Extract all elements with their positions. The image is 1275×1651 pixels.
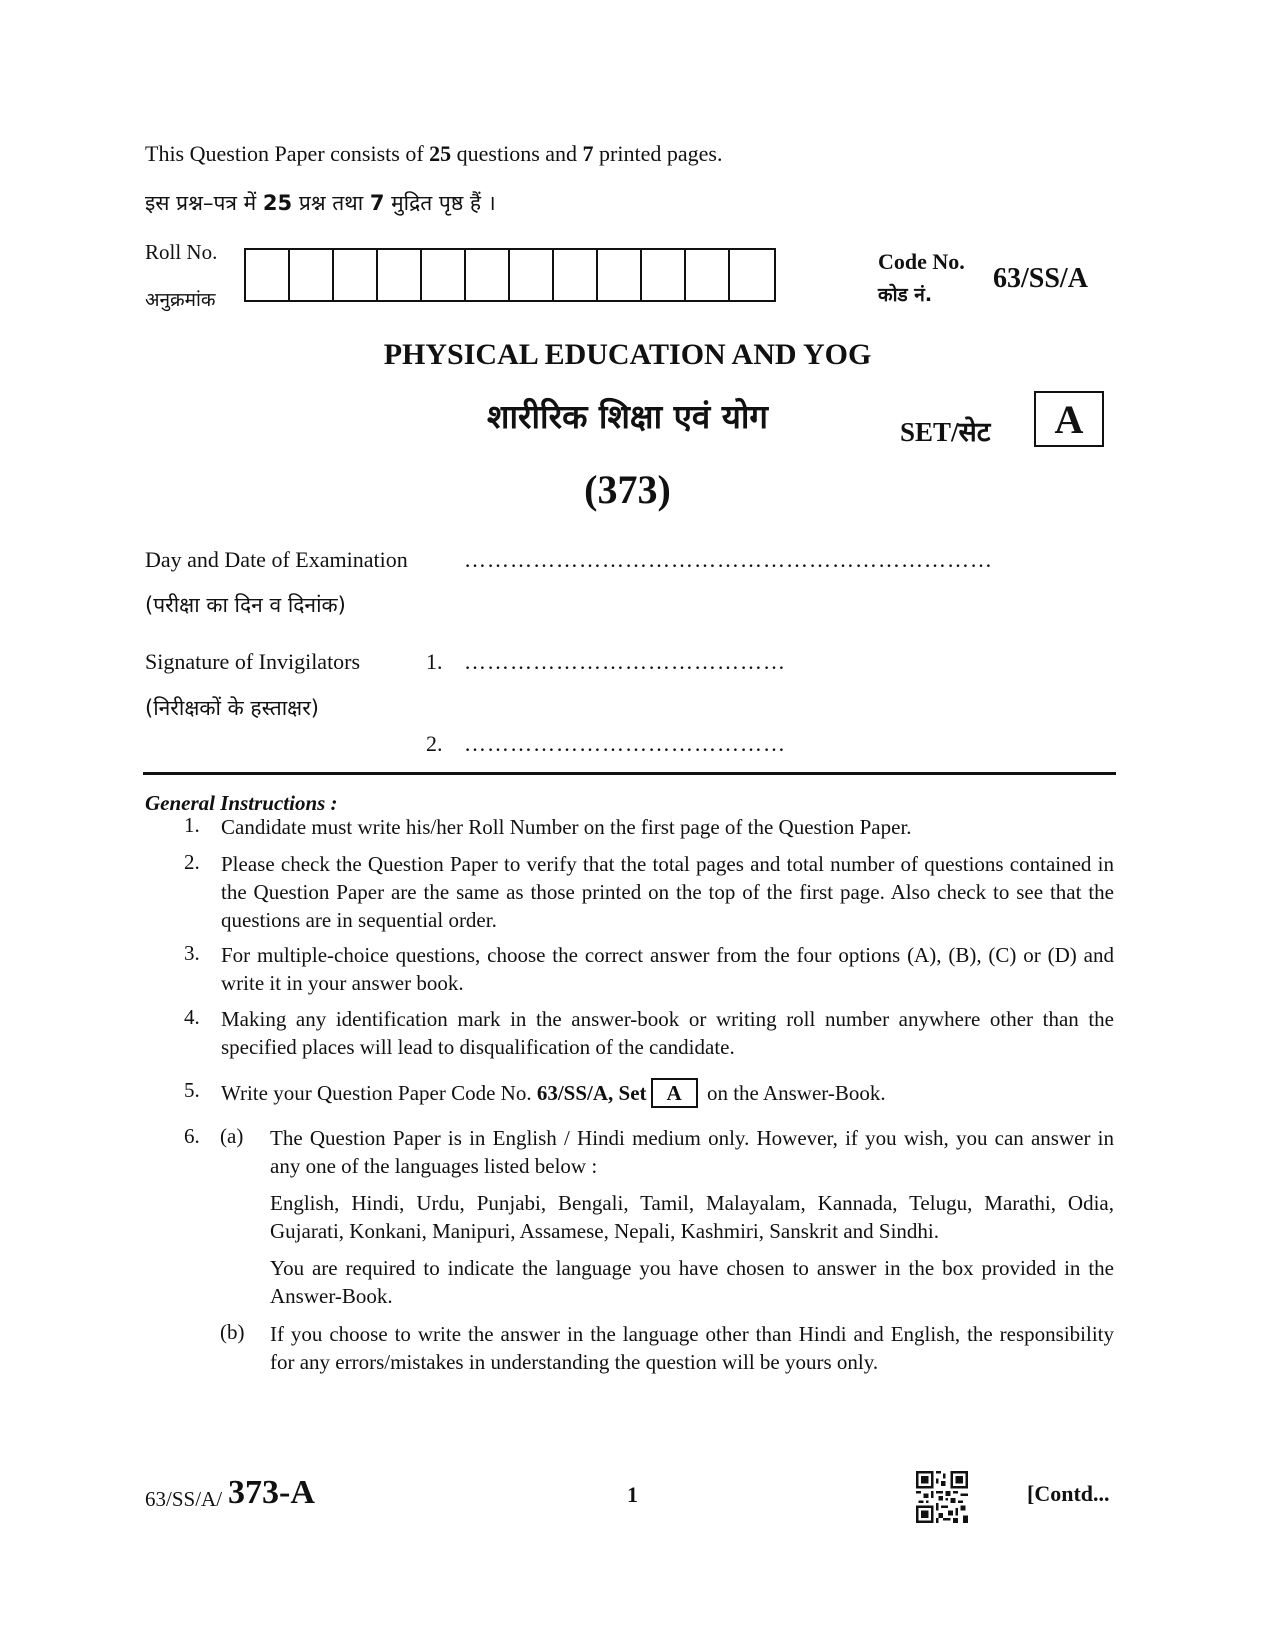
set-label: SET/सेट	[900, 417, 991, 447]
instruction-2-number: 2.	[184, 850, 200, 874]
paper-consists-line-hindi	[145, 189, 496, 217]
instruction-6a-note: You are required to indicate the language you have chosen to answer in the box provided in the Answer-Book.	[270, 1256, 1114, 1308]
instruction-6a-text: The Question Paper is in English / Hindi medium only. However, if you wish, you can answer in any one of the languages listed below :	[270, 1126, 1114, 1178]
page-count-hi: 7	[369, 191, 385, 215]
roll-number-box[interactable]	[510, 250, 554, 300]
code-number-label: Code No.	[878, 249, 965, 274]
page-count: 7	[582, 141, 594, 166]
roll-number-box[interactable]	[246, 250, 290, 300]
instruction-5-post: on the Answer-Book.	[701, 1081, 886, 1105]
signature-1-number: 1.	[426, 649, 443, 674]
general-instructions-title: General Instructions :	[145, 791, 338, 815]
roll-number-box[interactable]	[642, 250, 686, 300]
consists-hi-post: मुद्रित पृष्ठ हैं ।	[384, 191, 496, 215]
paper-consists-line	[145, 141, 722, 167]
footer-code-prefix: 63/SS/A/	[145, 1487, 223, 1511]
signature-2-number: 2.	[426, 731, 443, 756]
continued-marker: [Contd...	[1027, 1481, 1110, 1506]
consists-pre: This Question Paper consists of	[145, 141, 430, 166]
exam-date-label-hindi: (परीक्षा का दिन व दिनांक)	[145, 593, 346, 617]
instruction-6-number: 6.	[184, 1124, 200, 1148]
invigilator-signature-label-hindi: (निरीक्षकों के हस्ताक्षर)	[145, 696, 319, 720]
instruction-5-number: 5.	[184, 1078, 200, 1102]
footer-code-main: 373-A	[228, 1474, 315, 1511]
instruction-5-pre: Write your Question Paper Code No.	[221, 1081, 537, 1105]
instruction-5-code: 63/SS/A, Set	[536, 1081, 647, 1105]
instruction-6a-label: (a)	[220, 1124, 244, 1148]
roll-number-box[interactable]	[554, 250, 598, 300]
code-number-label-hindi: कोड नं.	[878, 284, 933, 306]
instruction-5-set-box: A	[651, 1078, 698, 1108]
instruction-3-number: 3.	[184, 941, 200, 965]
question-count-hi: 25	[262, 191, 293, 215]
instruction-6b-text: If you choose to write the answer in the language other than Hindi and English, the responsibility for any errors/mistakes in understanding the question will be yours only.	[270, 1322, 1114, 1374]
exam-date-label: Day and Date of Examination	[145, 547, 408, 572]
subject-title: PHYSICAL EDUCATION AND YOG	[383, 338, 872, 371]
instruction-3-text: For multiple-choice questions, choose the correct answer from the four options (A), (B), (C) or (D) and write it in your answer book.	[221, 943, 1114, 995]
signature-1-field[interactable]: ……………………………………	[464, 649, 786, 674]
consists-post: printed pages.	[593, 141, 723, 166]
instruction-4-text: Making any identification mark in the answer-book or writing roll number anywhere other than the specified places will lead to disqualification of the candidate.	[221, 1007, 1114, 1059]
subject-title-hindi: शारीरिक शिक्षा एवं योग	[487, 397, 768, 436]
question-count: 25	[429, 141, 452, 166]
page-number: 1	[627, 1482, 638, 1507]
qr-code-icon	[916, 1471, 968, 1523]
roll-number-box[interactable]	[334, 250, 378, 300]
set-value-box: A	[1034, 391, 1104, 447]
exam-date-field[interactable]: ……………………………………………………………	[464, 547, 993, 572]
roll-number-box[interactable]	[290, 250, 334, 300]
roll-number-label: Roll No.	[145, 240, 218, 264]
instruction-6a-languages: English, Hindi, Urdu, Punjabi, Bengali, Tamil, Malayalam, Kannada, Telugu, Marathi, Odia, Gujarati, Konkani, Manipuri, Assamese, Nepali, Kashmiri, Sanskrit and Sindhi.	[270, 1191, 1114, 1243]
instruction-6b-label: (b)	[220, 1320, 245, 1344]
instruction-1-number: 1.	[184, 813, 200, 837]
instruction-4-number: 4.	[184, 1005, 200, 1029]
instruction-1-text: Candidate must write his/her Roll Number on the first page of the Question Paper.	[221, 815, 912, 839]
roll-number-box[interactable]	[378, 250, 422, 300]
roll-number-boxes[interactable]	[244, 248, 776, 302]
roll-number-box[interactable]	[686, 250, 730, 300]
header-divider	[143, 772, 1116, 775]
consists-hi-mid: प्रश्न तथा	[292, 191, 370, 215]
consists-hi-pre: इस प्रश्न–पत्र में	[145, 191, 263, 215]
roll-number-box[interactable]	[598, 250, 642, 300]
code-number-value: 63/SS/A	[993, 263, 1088, 294]
signature-2-field[interactable]: ……………………………………	[464, 731, 786, 756]
consists-mid: questions and	[451, 141, 583, 166]
subject-code: (373)	[584, 467, 671, 512]
roll-number-box[interactable]	[730, 250, 774, 300]
instruction-2-text: Please check the Question Paper to verify that the total pages and total number of questions contained in the Question Paper are the same as those printed on the top of the first page. Also check to see that the questions are in sequential order.	[221, 852, 1114, 932]
invigilator-signature-label: Signature of Invigilators	[145, 649, 361, 674]
roll-number-box[interactable]	[422, 250, 466, 300]
roll-number-box[interactable]	[466, 250, 510, 300]
roll-number-label-hindi: अनुक्रमांक	[145, 289, 216, 311]
instruction-5-text	[221, 1078, 1114, 1108]
